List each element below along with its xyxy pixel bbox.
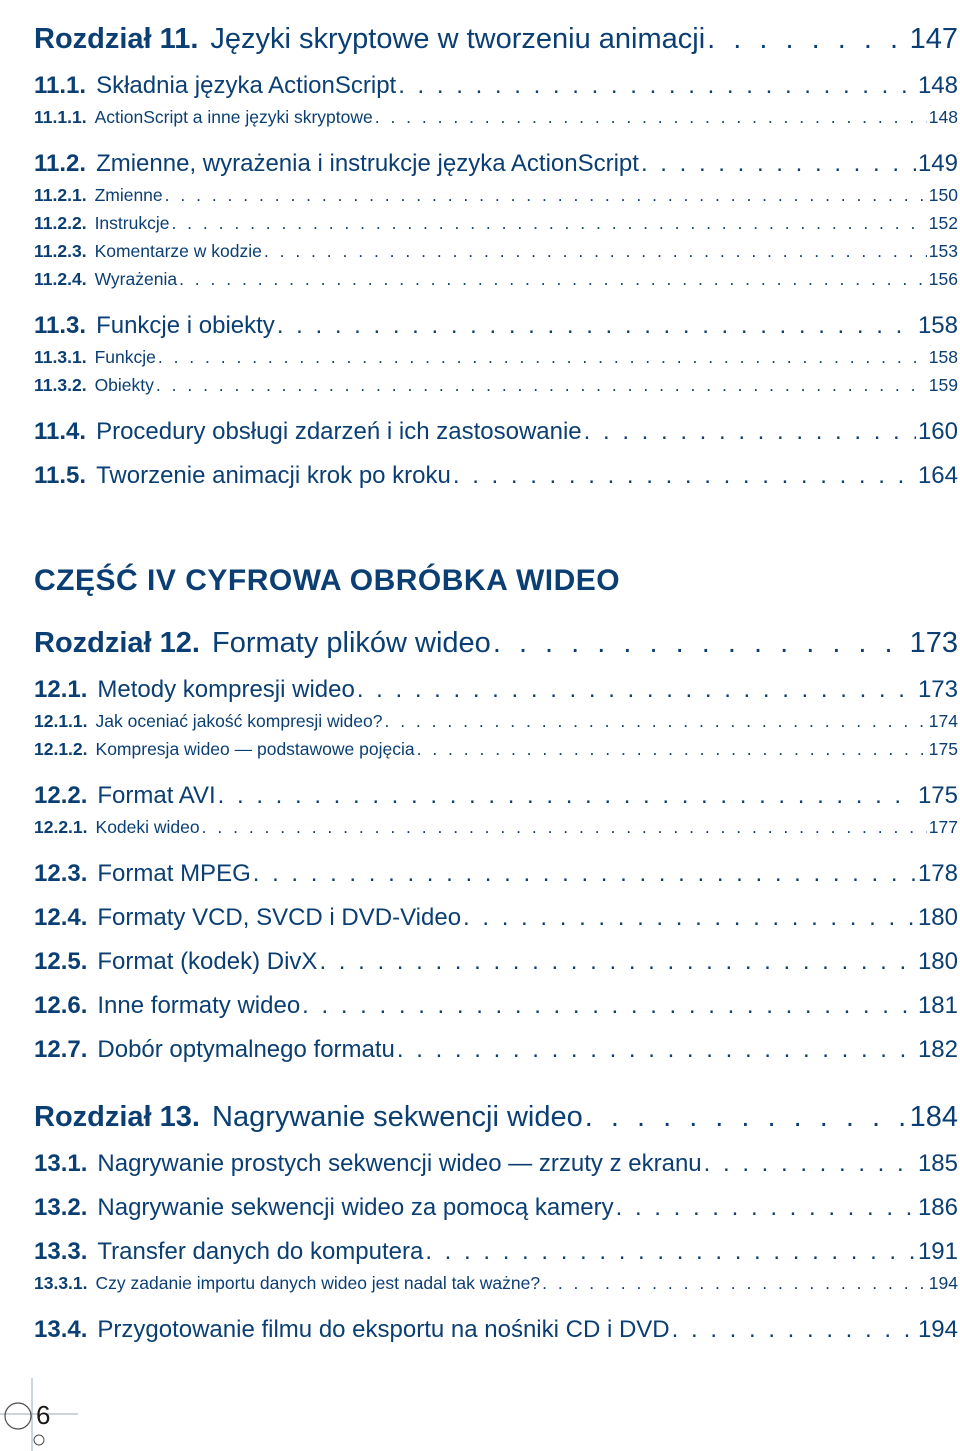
entry-page-number: 180 [917, 904, 958, 931]
entry-title: Metody kompresji wideo [97, 676, 355, 703]
dot-leader [253, 860, 916, 888]
entry-title: Funkcje i obiekty [96, 312, 275, 339]
toc-chapter-entry[interactable] [34, 1078, 958, 1134]
dot-leader [171, 213, 926, 234]
entry-number: 12.4. [34, 904, 88, 931]
part-heading: CZĘŚĆ IV CYFROWA OBRÓBKA WIDEO [34, 564, 621, 597]
entry-page-number: 164 [917, 462, 958, 489]
toc-entry[interactable] [34, 368, 958, 396]
toc-entry[interactable] [34, 262, 958, 290]
dot-leader [277, 312, 916, 340]
toc-entry[interactable] [34, 100, 958, 128]
entry-number: 13.3. [34, 1238, 88, 1265]
dot-leader [542, 1273, 927, 1294]
entry-title: Zmienne [94, 185, 163, 205]
dot-leader [375, 107, 927, 128]
dot-leader [672, 1316, 916, 1344]
entry-number: 12.6. [34, 992, 88, 1019]
dot-leader [202, 817, 927, 838]
entry-number: 11.2.3. [34, 241, 87, 261]
entry-page-number: 158 [917, 312, 958, 339]
dot-leader [165, 185, 927, 206]
entry-number: 13.4. [34, 1316, 88, 1343]
dot-leader [417, 739, 927, 760]
entry-page-number: 158 [928, 347, 958, 367]
toc-entry[interactable] [34, 1300, 958, 1344]
entry-number: 12.1.2. [34, 739, 88, 759]
toc-entry[interactable] [34, 810, 958, 838]
entry-title: Języki skryptowe w tworzeniu animacji [210, 23, 706, 55]
entry-page-number: 148 [928, 107, 958, 127]
entry-page-number: 149 [917, 150, 958, 177]
entry-number: Rozdział 11. [34, 23, 199, 55]
dot-leader [319, 948, 916, 976]
entry-title: Procedury obsługi zdarzeń i ich zastosowanie [96, 418, 582, 445]
entry-number: 11.1.1. [34, 107, 87, 127]
entry-number: 13.2. [34, 1194, 88, 1221]
entry-title: Formaty VCD, SVCD i DVD-Video [97, 904, 462, 931]
entry-number: 12.1. [34, 676, 88, 703]
entry-number: 11.4. [34, 418, 87, 445]
entry-title: Przygotowanie filmu do eksportu na nośniki CD i DVD [97, 1316, 670, 1343]
entry-title: Funkcje [94, 347, 156, 367]
entry-title: Składnia języka ActionScript [96, 72, 397, 99]
entry-number: 11.3. [34, 312, 87, 339]
entry-number: 11.2.4. [34, 269, 87, 289]
toc-entry[interactable] [34, 732, 958, 760]
entry-number: 11.2.1. [34, 185, 87, 205]
dot-leader [179, 269, 927, 290]
entry-title: Format AVI [97, 782, 216, 809]
toc-chapter-entry[interactable] [34, 604, 958, 660]
toc-entry[interactable] [34, 704, 958, 732]
entry-page-number: 152 [928, 213, 958, 233]
entry-page-number: 181 [917, 992, 958, 1019]
entry-title: ActionScript a inne języki skryptowe [94, 107, 373, 127]
dot-leader [453, 462, 916, 490]
toc-entry[interactable] [34, 56, 958, 100]
toc-entry[interactable] [34, 206, 958, 234]
entry-number: Rozdział 12. [34, 627, 200, 659]
toc-entry[interactable] [34, 340, 958, 368]
toc-entry[interactable] [34, 844, 958, 888]
entry-number: 12.3. [34, 860, 88, 887]
dot-leader [264, 241, 927, 262]
entry-title: Dobór optymalnego formatu [97, 1036, 395, 1063]
toc-entry[interactable] [34, 1222, 958, 1266]
toc-entry[interactable] [34, 1266, 958, 1294]
entry-page-number: 160 [917, 418, 958, 445]
dot-leader [156, 375, 927, 396]
entry-page-number: 153 [928, 241, 958, 261]
entry-number: 12.2. [34, 782, 88, 809]
page-number: 6 [36, 1400, 51, 1430]
dot-leader [616, 1194, 916, 1222]
toc-entry[interactable] [34, 402, 958, 446]
toc-entry[interactable] [34, 296, 958, 340]
toc-entry[interactable] [34, 888, 958, 932]
toc-entry[interactable] [34, 1020, 958, 1064]
entry-page-number: 175 [917, 782, 958, 809]
entry-title: Nagrywanie sekwencji wideo za pomocą kamery [97, 1194, 614, 1221]
entry-title: Nagrywanie sekwencji wideo [212, 1101, 583, 1133]
entry-number: 11.5. [34, 462, 87, 489]
toc-entry[interactable] [34, 1178, 958, 1222]
entry-title: Nagrywanie prostych sekwencji wideo — zrzuty z ekranu [97, 1150, 702, 1177]
entry-number: 12.2.1. [34, 817, 88, 837]
entry-title: Wyrażenia [94, 269, 178, 289]
entry-page-number: 156 [928, 269, 958, 289]
entry-page-number: 185 [917, 1150, 958, 1177]
entry-page-number: 194 [928, 1273, 958, 1293]
toc-entry[interactable] [34, 234, 958, 262]
entry-title: Kodeki wideo [95, 817, 200, 837]
page-footer [0, 1378, 80, 1451]
entry-page-number: 178 [917, 860, 958, 887]
entry-page-number: 180 [917, 948, 958, 975]
entry-title: Jak oceniać jakość kompresji wideo? [95, 711, 383, 731]
entry-number: 11.3.2. [34, 375, 87, 395]
dot-leader [425, 1238, 916, 1266]
entry-number: 13.1. [34, 1150, 88, 1177]
entry-page-number: 184 [909, 1101, 958, 1133]
toc-entry[interactable] [34, 660, 958, 704]
dot-leader [493, 627, 908, 660]
dot-leader [584, 418, 916, 446]
toc-entry[interactable] [34, 932, 958, 976]
entry-page-number: 173 [917, 676, 958, 703]
toc-entry[interactable] [34, 766, 958, 810]
entry-number: 12.5. [34, 948, 88, 975]
toc-entry[interactable] [34, 1134, 958, 1178]
dot-leader [302, 992, 916, 1020]
entry-number: 11.3.1. [34, 347, 87, 367]
entry-page-number: 148 [917, 72, 958, 99]
entry-title: Transfer danych do komputera [97, 1238, 424, 1265]
entry-page-number: 191 [917, 1238, 958, 1265]
entry-page-number: 173 [909, 627, 958, 659]
dot-leader [707, 23, 907, 56]
toc-entry[interactable] [34, 446, 958, 490]
entry-page-number: 175 [928, 739, 958, 759]
entry-number: 13.3.1. [34, 1273, 88, 1293]
toc-entry[interactable] [34, 976, 958, 1020]
dot-leader [398, 72, 916, 100]
dot-leader [704, 1150, 916, 1178]
entry-number: 12.7. [34, 1036, 88, 1063]
entry-title: Format MPEG [97, 860, 251, 887]
entry-title: Format (kodek) DivX [97, 948, 318, 975]
dot-leader [384, 711, 926, 732]
dot-leader [357, 676, 916, 704]
table-of-contents [34, 0, 958, 1344]
dot-leader [585, 1101, 908, 1134]
toc-chapter-entry[interactable] [34, 0, 958, 56]
entry-title: Obiekty [94, 375, 154, 395]
entry-title: Komentarze w kodzie [94, 241, 262, 261]
entry-page-number: 186 [917, 1194, 958, 1221]
entry-title: Tworzenie animacji krok po kroku [96, 462, 451, 489]
dot-leader [218, 782, 916, 810]
entry-page-number: 177 [928, 817, 958, 837]
entry-number: 12.1.1. [34, 711, 88, 731]
entry-number: Rozdział 13. [34, 1101, 200, 1133]
entry-number: 11.2.2. [34, 213, 87, 233]
entry-title: Inne formaty wideo [97, 992, 301, 1019]
entry-page-number: 194 [917, 1316, 958, 1343]
dot-leader [158, 347, 927, 368]
entry-page-number: 174 [928, 711, 958, 731]
dot-leader [463, 904, 916, 932]
dot-leader [641, 150, 916, 178]
entry-number: 11.2. [34, 150, 87, 177]
toc-entry[interactable] [34, 178, 958, 206]
entry-title: Instrukcje [94, 213, 170, 233]
entry-title: Formaty plików wideo [212, 627, 491, 659]
entry-title: Kompresja wideo — podstawowe pojęcia [95, 739, 415, 759]
toc-entry[interactable] [34, 134, 958, 178]
entry-page-number: 159 [928, 375, 958, 395]
entry-title: Czy zadanie importu danych wideo jest nadal tak ważne? [95, 1273, 541, 1293]
dot-leader [397, 1036, 916, 1064]
entry-title: Zmienne, wyrażenia i instrukcje języka ActionScript [96, 150, 639, 177]
entry-page-number: 150 [928, 185, 958, 205]
entry-number: 11.1. [34, 72, 87, 99]
entry-page-number: 147 [909, 23, 958, 55]
entry-page-number: 182 [917, 1036, 958, 1063]
